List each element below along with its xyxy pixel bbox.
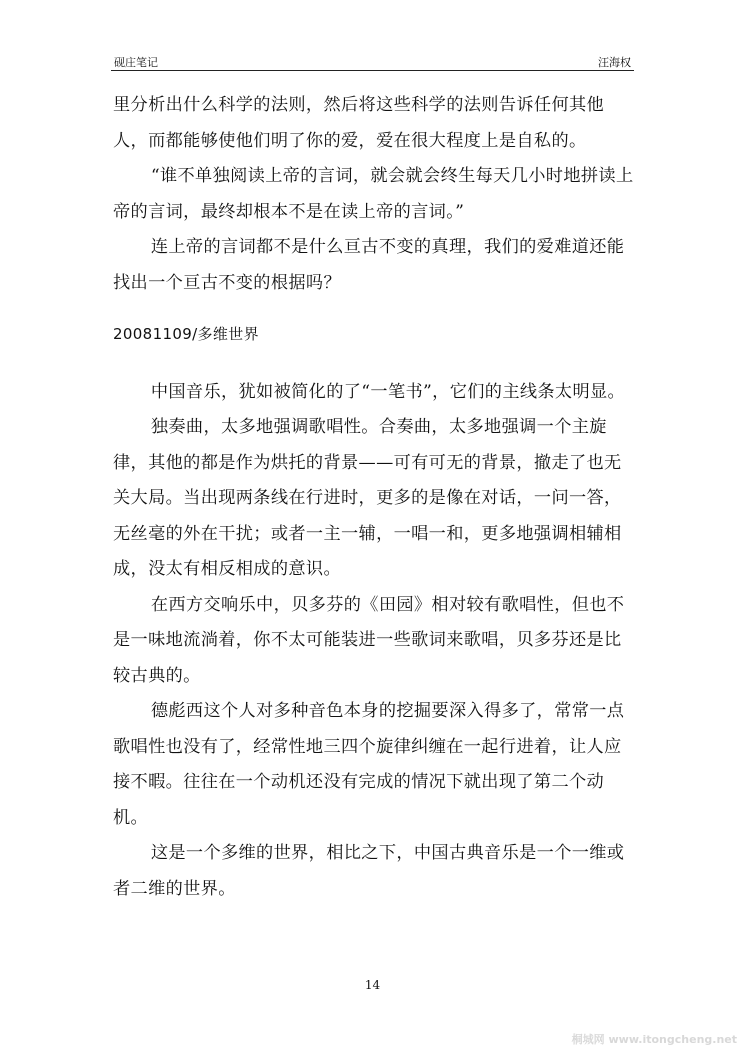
paragraph: 连上帝的言词都不是什么亘古不变的真理，我们的爱难道还能找出一个亘古不变的根据吗？	[113, 237, 625, 293]
paragraph: 在西方交响乐中，贝多芬的《田园》相对较有歌唱性，但也不是一味地流淌着，你不太可能装进一些歌词来歌唱，贝多芬还是比较古典的。	[113, 594, 625, 686]
paragraph: “谁不单独阅读上帝的言词，就会就会终生每天几小时地拼读上帝的言词，最终却根本不是在读上帝的言词。”	[113, 166, 634, 222]
page-header	[111, 52, 634, 71]
header-author: 汪海权	[598, 56, 631, 69]
paragraph: 德彪西这个人对多种音色本身的挖掘要深入得多了，常常一点歌唱性也没有了，经常性地三四个旋律纠缠在一起行进着，让人应接不暇。往往在一个动机还没有完成的情况下就出现了第二个动机。	[113, 701, 625, 828]
section-heading: 20081109/多维世界	[113, 325, 259, 343]
watermark: 桐城网 www.itongcheng.net	[571, 1033, 737, 1046]
paragraph: 中国音乐，犹如被简化的了“一笔书”，它们的主线条太明显。	[150, 381, 626, 402]
page-body	[113, 88, 634, 907]
header-book-title: 砚庄笔记	[114, 56, 158, 69]
page-number: 14	[364, 978, 381, 992]
paragraph: 里分析出什么科学的法则，然后将这些科学的法则告诉任何其他人，而都能够使他们明了你的爱，爱在很大程度上是自私的。	[113, 95, 605, 151]
paragraph: 独奏曲，太多地强调歌唱性。合奏曲，太多地强调一个主旋律，其他的都是作为烘托的背景——可有可无的背景，撤走了也无关大局。当出现两条线在行进时，更多的是像在对话，一问一答，无丝毫的外在干扰；或者一主一辅，一唱一和，更多地强调相辅相成，没太有相反相成的意识。	[113, 417, 622, 579]
paragraph: 这是一个多维的世界，相比之下，中国古典音乐是一个一维或者二维的世界。	[113, 843, 625, 899]
